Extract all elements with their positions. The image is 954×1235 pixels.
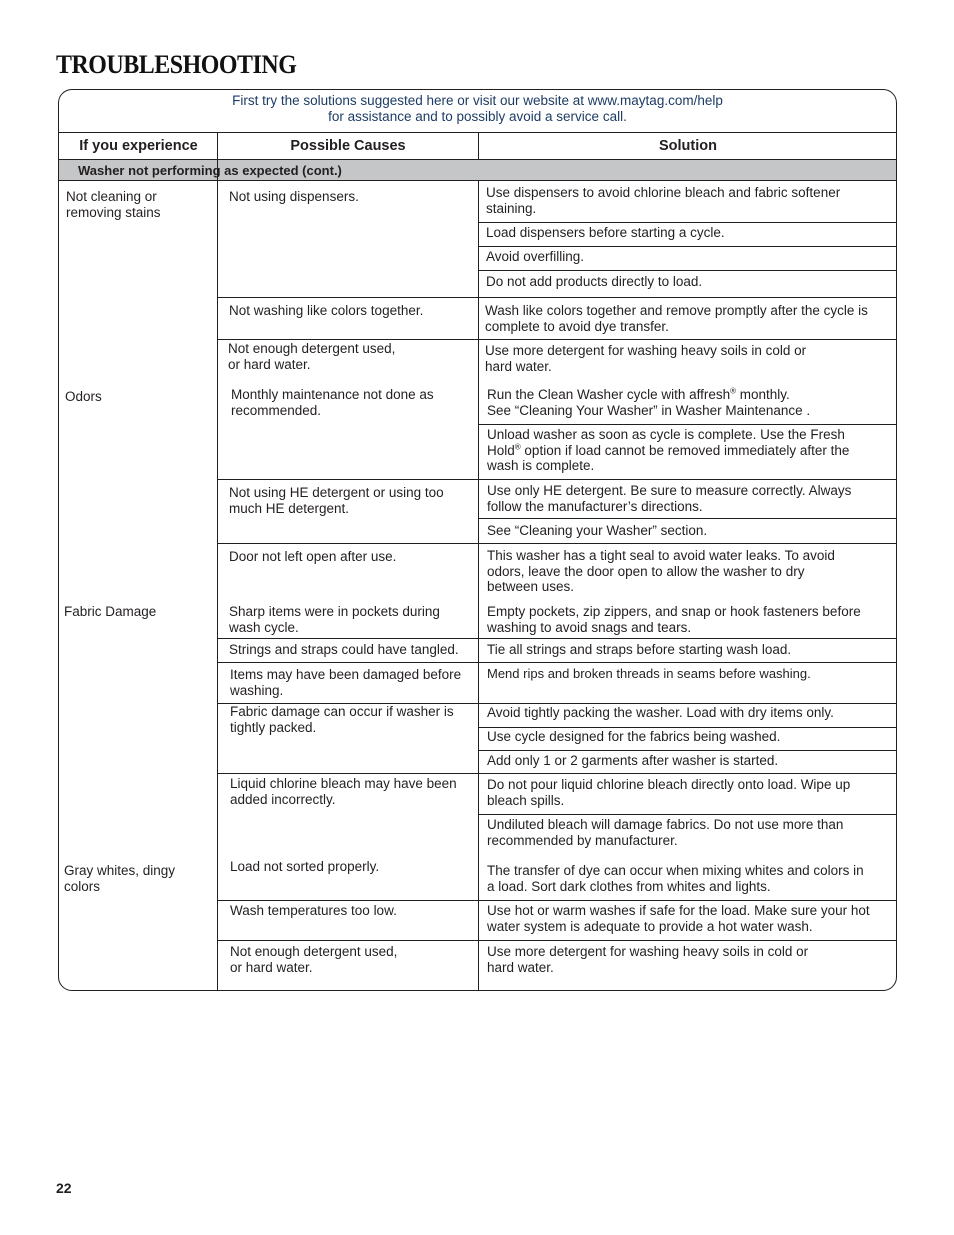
solution: Mend rips and broken threads in seams before washing. — [487, 666, 811, 681]
row-divider — [478, 246, 897, 247]
row-divider — [478, 773, 897, 774]
intro-line: First try the solutions suggested here or visit our website at www.maytag.com/help — [232, 93, 723, 108]
solution-line: complete to avoid dye transfer. — [485, 318, 669, 334]
cause-line: Sharp items were in pockets during — [229, 604, 440, 619]
solution — [487, 903, 870, 934]
troubleshooting-table — [58, 89, 897, 991]
solution — [487, 548, 835, 595]
solution-line: a load. Sort dark clothes from whites and lights. — [487, 878, 771, 894]
row-divider — [478, 638, 897, 639]
row-divider — [478, 543, 897, 544]
row-divider — [218, 940, 478, 941]
cause — [231, 387, 434, 418]
cause-line: or hard water. — [228, 356, 311, 372]
cause-line: Not enough detergent used, — [230, 944, 398, 959]
intro-text — [59, 90, 896, 133]
solution — [487, 483, 851, 514]
solution — [485, 343, 806, 374]
cause: Not using dispensers. — [229, 189, 359, 204]
column-divider — [478, 132, 479, 159]
row-divider — [218, 773, 478, 774]
experience-line: Gray whites, dingy — [64, 863, 176, 878]
solution: Load dispensers before starting a cycle. — [486, 225, 725, 240]
solution-line: water system is adequate to provide a hot water wash. — [487, 918, 813, 934]
solution — [487, 817, 843, 848]
row-divider — [218, 543, 478, 544]
solution — [485, 303, 868, 334]
solution-line: Empty pockets, zip zippers, and snap or hook fasteners before — [487, 604, 861, 619]
cause — [228, 341, 395, 372]
row-divider — [478, 703, 897, 704]
experience-gray-whites — [64, 863, 175, 894]
cause-line: wash cycle. — [229, 619, 299, 635]
cause: Not washing like colors together. — [229, 303, 424, 318]
solution: Add only 1 or 2 garments after washer is started. — [487, 753, 779, 768]
solution — [487, 604, 861, 635]
solution: Use cycle designed for the fabrics being washed. — [487, 729, 781, 744]
cause — [230, 944, 397, 975]
solution-line — [487, 387, 810, 403]
row-divider — [478, 479, 897, 480]
solution: See “Cleaning your Washer” section. — [487, 523, 708, 538]
column-header-experience: If you experience — [79, 138, 198, 154]
solution-line: odors, leave the door open to allow the washer to dry — [487, 563, 805, 579]
cause-line: Items may have been damaged before — [230, 667, 462, 682]
solution-line: Use more detergent for washing heavy soils in cold or — [485, 343, 807, 358]
solution-line: washing to avoid snags and tears. — [487, 619, 692, 635]
solution-line: Use hot or warm washes if safe for the load. Make sure your hot — [487, 903, 870, 918]
cause — [230, 776, 457, 807]
solution-line: follow the manufacturer’s directions. — [487, 498, 703, 514]
solution-line: bleach spills. — [487, 792, 565, 808]
solution: Do not add products directly to load. — [486, 274, 703, 289]
cause: Door not left open after use. — [229, 549, 397, 564]
section-header: Washer not performing as expected (cont.) — [59, 159, 896, 181]
solution-line: recommended by manufacturer. — [487, 832, 678, 848]
cause-line: recommended. — [231, 402, 322, 418]
solution-line: wash is complete. — [487, 458, 595, 473]
solution-text: Hold — [487, 442, 515, 458]
intro-line: for assistance and to possibly avoid a service call. — [328, 109, 627, 124]
row-divider — [478, 900, 897, 901]
solution — [486, 185, 840, 216]
solution-line: staining. — [486, 200, 537, 216]
cause-line: Monthly maintenance not done as — [231, 387, 434, 402]
cause: Strings and straps could have tangled. — [229, 642, 459, 657]
cause-line: added incorrectly. — [230, 791, 336, 807]
row-divider — [478, 662, 897, 663]
cause — [229, 604, 440, 635]
solution-line: hard water. — [487, 959, 554, 975]
solution: Avoid tightly packing the washer. Load with dry items only. — [487, 705, 834, 720]
row-divider — [478, 940, 897, 941]
column-header-causes: Possible Causes — [290, 138, 406, 154]
registered-mark: ® — [730, 386, 737, 396]
solution — [487, 863, 864, 894]
solution-line: Wash like colors together and remove promptly after the cycle is — [485, 303, 868, 318]
solution: Avoid overfilling. — [486, 249, 585, 264]
solution-line: Do not pour liquid chlorine bleach directly onto load. Wipe up — [487, 777, 851, 792]
experience-not-cleaning — [66, 189, 161, 220]
row-divider — [478, 270, 897, 271]
cause: Load not sorted properly. — [230, 859, 380, 874]
column-header-solution: Solution — [659, 138, 717, 154]
solution — [487, 427, 849, 474]
cause-line: Not using HE detergent or using too — [229, 485, 444, 500]
row-divider — [218, 297, 478, 298]
experience-line: colors — [64, 878, 101, 894]
column-divider — [217, 132, 218, 991]
cause — [230, 704, 454, 735]
cause-line: tightly packed. — [230, 719, 317, 735]
page-title: TROUBLESHOOTING — [56, 50, 297, 79]
registered-mark: ® — [514, 442, 521, 451]
row-divider — [478, 339, 897, 340]
row-divider — [478, 424, 897, 425]
solution: Tie all strings and straps before starting wash load. — [487, 642, 792, 657]
row-divider — [478, 222, 897, 223]
solution-line: The transfer of dye can occur when mixing whites and colors in — [487, 863, 864, 878]
row-divider — [218, 662, 478, 663]
solution-line: Unload washer as soon as cycle is complete. Use the Fresh — [487, 427, 845, 442]
solution — [487, 777, 850, 808]
solution-line: See “Cleaning Your Washer” in Washer Maintenance . — [487, 402, 811, 418]
row-divider — [218, 900, 478, 901]
solution-text: monthly. — [736, 387, 790, 402]
row-divider — [218, 339, 478, 340]
solution-line: Undiluted bleach will damage fabrics. Do not use more than — [487, 817, 844, 832]
solution-line: This washer has a tight seal to avoid water leaks. To avoid — [487, 548, 835, 563]
row-divider — [478, 814, 897, 815]
page-number: 22 — [56, 1180, 72, 1196]
solution-line: Use more detergent for washing heavy soils in cold or — [487, 944, 809, 959]
solution — [487, 944, 808, 975]
solution-text: option if load cannot be removed immediately after the — [520, 442, 850, 458]
cause-line: much HE detergent. — [229, 500, 350, 516]
cause — [230, 667, 461, 698]
experience-fabric-damage: Fabric Damage — [64, 604, 157, 619]
solution-line: Use only HE detergent. Be sure to measure correctly. Always — [487, 483, 852, 498]
solution-line — [487, 443, 849, 459]
cause — [229, 485, 444, 516]
row-divider — [218, 638, 478, 639]
solution-text: Run the Clean Washer cycle with affresh — [487, 387, 731, 402]
row-divider — [478, 518, 897, 519]
column-divider — [478, 181, 479, 991]
cause: Wash temperatures too low. — [230, 903, 397, 918]
solution-line: Use dispensers to avoid chlorine bleach and fabric softener — [486, 185, 841, 200]
cause-line: Liquid chlorine bleach may have been — [230, 776, 457, 791]
cause-line: Not enough detergent used, — [228, 341, 396, 356]
solution — [487, 387, 810, 418]
experience-line: removing stains — [66, 204, 161, 220]
row-divider — [218, 479, 478, 480]
cause-line: washing. — [230, 682, 284, 698]
row-divider — [478, 727, 897, 728]
solution-line: hard water. — [485, 358, 552, 374]
cause-line: Fabric damage can occur if washer is — [230, 704, 454, 719]
solution-line: between uses. — [487, 579, 575, 594]
row-divider — [478, 750, 897, 751]
row-divider — [478, 297, 897, 298]
experience-odors: Odors — [65, 389, 102, 404]
cause-line: or hard water. — [230, 959, 313, 975]
experience-line: Not cleaning or — [66, 189, 157, 204]
